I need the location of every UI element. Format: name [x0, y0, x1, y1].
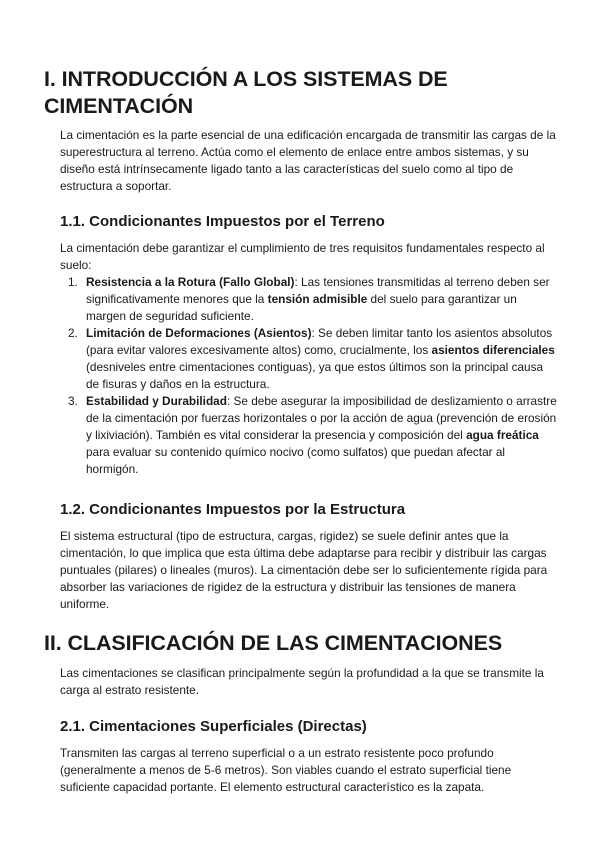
subsection-1-2-text: El sistema estructural (tipo de estructura, cargas, rigidez) se suele definir antes que la cimentación, lo que implica que esta última debe adaptarse para recibir y distribuir las cargas puntuales (pilares) o lineales (muros). La cimentación debe ser lo suficientemente rígida para absorber las variaciones de rigidez de la estructura y distribuir las tensiones de manera uniforme.: [60, 529, 548, 611]
list-item: [68, 393, 558, 478]
list-item-bold-term: Resistencia a la Rotura (Fallo Global): [86, 275, 295, 289]
list-item-text: Limitación de Deformaciones (Asientos): Se deben limitar tanto los asientos absolutos (para evitar valores excesivamente altos) como, crucialmente, los asientos diferenciales (desniveles entre cimentaciones contiguas), ya que estos últimos son la principal causa de fisuras y daños en la estructura.: [86, 326, 555, 391]
list-item-bold-term: Estabilidad y Durabilidad: [86, 394, 227, 408]
section-2-title: II. CLASIFICACIÓN DE LAS CIMENTACIONES: [44, 631, 503, 655]
subsection-1-1-title: 1.1. Condicionantes Impuestos por el Terreno: [60, 213, 385, 230]
subsection-1-2-title: 1.2. Condicionantes Impuestos por la Estructura: [60, 501, 406, 518]
list-item-bold-term: agua freática: [466, 428, 539, 442]
section-1-intro: La cimentación es la parte esencial de una edificación encargada de transmitir las cargas de la superestructura al terreno. Actúa como el elemento de enlace entre ambos sistemas, y su diseño está intrínsecamente ligado tanto a las características del suelo como al tipo de estructura a soportar.: [60, 128, 556, 193]
list-item-number: 3.: [68, 394, 78, 408]
subsection-2-1-title: 2.1. Cimentaciones Superficiales (Directas): [60, 718, 367, 735]
list-item-text: Resistencia a la Rotura (Fallo Global): Las tensiones transmitidas al terreno deben ser significativamente menores que la tensión admisible del suelo para garantizar un margen de seguridad suficiente.: [86, 275, 550, 323]
list-item-bold-term: asientos diferenciales: [431, 343, 555, 357]
section-1-title: I. INTRODUCCIÓN A LOS SISTEMAS DE CIMENTACIÓN: [44, 67, 448, 118]
section-2-intro: Las cimentaciones se clasifican principalmente según la profundidad a la que se transmite la carga al estrato resistente.: [60, 666, 544, 697]
list-item: [68, 274, 558, 325]
list-item-bold-term: Limitación de Deformaciones (Asientos): [86, 326, 312, 340]
list-item-bold-term: tensión admisible: [267, 292, 368, 306]
subsection-2-1-text: Transmiten las cargas al terreno superficial o a un estrato resistente poco profundo (generalmente a menos de 5-6 metros). Son viables cuando el estrato superficial tiene suficiente capacidad portante. El elemento estructural característico es la zapata.: [60, 746, 512, 794]
list-item: [68, 325, 558, 393]
list-item-text: Estabilidad y Durabilidad: Se debe asegurar la imposibilidad de deslizamiento o arrastre de la cimentación por fuerzas horizontales o por la acción de agua (prevención de erosión y lixiviación). También es vital considerar la presencia y composición del agua freática para evaluar su contenido químico nocivo (como sulfatos) que puedan afectar al hormigón.: [86, 394, 557, 476]
list-item-number: 2.: [68, 326, 78, 340]
subsection-1-1-lead: La cimentación debe garantizar el cumplimiento de tres requisitos fundamentales respecto al suelo:: [60, 241, 545, 272]
list-item-number: 1.: [68, 275, 78, 289]
requirements-list: [42, 274, 558, 478]
